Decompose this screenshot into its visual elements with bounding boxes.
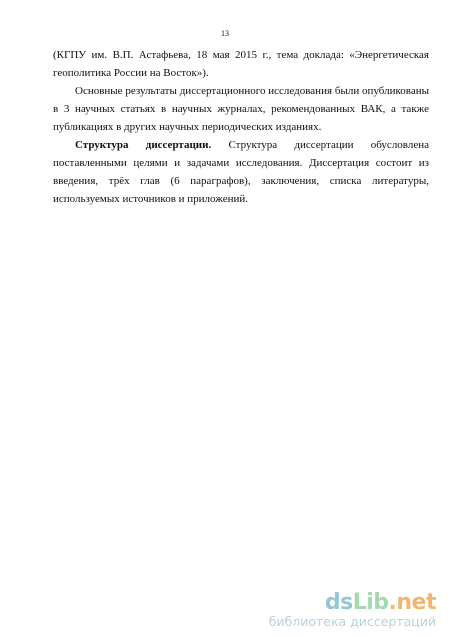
watermark-tagline: библиотека диссертаций bbox=[268, 614, 436, 629]
document-body bbox=[53, 46, 429, 208]
dslib-watermark bbox=[269, 591, 436, 629]
paragraph-publications bbox=[53, 82, 429, 136]
paragraph-dissertation-structure bbox=[53, 136, 429, 208]
paragraph-text: Структура диссертации обусловлена поставленными целями и задачами исследования. Диссертация состоит из введения, трёх глав (6 параграфов), заключения, списка литературы, используемых источников и приложений. bbox=[53, 139, 429, 205]
logo-part-net: .net bbox=[388, 590, 436, 615]
logo-part-lib: Lib bbox=[352, 590, 389, 615]
page-number: 13 bbox=[221, 29, 229, 38]
paragraph-text: (КГПУ им. В.П. Астафьева, 18 мая 2015 г., тема доклада: «Энергетическая геополитика России на Восток»). bbox=[53, 49, 429, 79]
logo-part-ds: ds bbox=[324, 590, 353, 615]
paragraph-heading: Структура диссертации. bbox=[75, 139, 212, 151]
paragraph-conference-note bbox=[53, 46, 429, 82]
paragraph-text: Основные результаты диссертационного исследования были опубликованы в 3 научных статьях в научных журналах, рекомендованных ВАК, а также публикациях в других научных периодических изданиях. bbox=[53, 85, 429, 133]
dslib-logo bbox=[269, 591, 436, 615]
